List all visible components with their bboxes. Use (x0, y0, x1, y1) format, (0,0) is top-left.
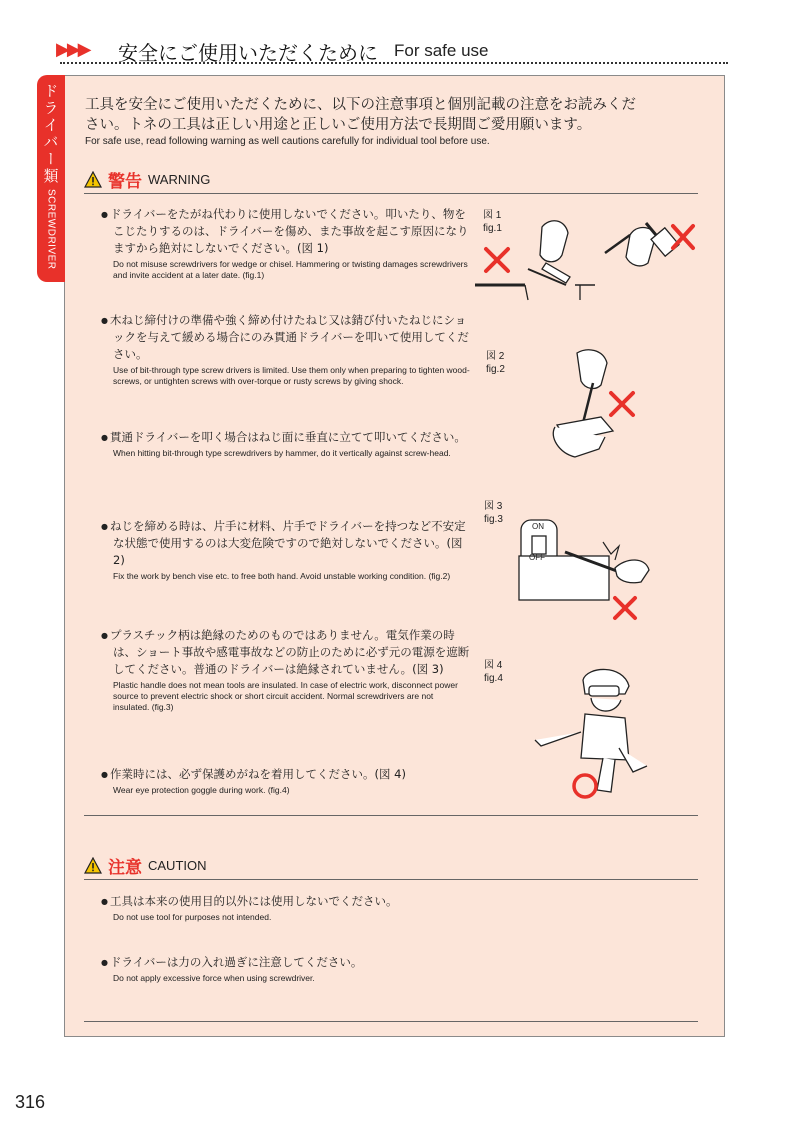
warning-end-divider (84, 815, 698, 816)
warning-item (101, 206, 471, 281)
warning-item (101, 627, 471, 713)
header-arrows: ▶▶▶ (56, 39, 89, 60)
figure-4-label-en: fig.4 (484, 673, 503, 684)
caution-item-text: ● ドライバーは力の入れ過ぎに注意してください。 (101, 954, 661, 971)
page-title: 安全にご使用いただくために (118, 41, 378, 65)
warning-item-text-en: Do not misuse screwdrivers for wedge or chisel. Hammering or twisting damages screwdrivers and invite accident at a later date. (fig.1) (113, 259, 468, 280)
figure-1-label-jp: 図 1 (483, 210, 502, 221)
category-tab[interactable] (37, 75, 65, 282)
warning-item-text: ● 貫通ドライバーを叩く場合はねじ面に垂直に立てて叩いてください。 (101, 429, 471, 446)
warning-item-text: ● プラスチック柄は絶縁のためのものではありません。電気作業の時は、ショート事故や感電事故などの防止のために必ず元の電源を遮断してください。普通のドライバーは絶縁されていません。(図 3) (101, 627, 471, 678)
figure-3-label (484, 500, 503, 526)
caution-end-divider (84, 1021, 698, 1022)
intro-text (85, 95, 705, 135)
category-tab-label: ドライバー類 (41, 83, 60, 185)
caution-divider (84, 879, 698, 880)
figure-1-illustration (470, 205, 705, 305)
warning-item-text-en: When hitting bit-through type screwdrivers by hammer, do it vertically against screw-head. (113, 448, 451, 458)
caution-item (101, 954, 661, 984)
caution-triangle-icon (84, 857, 102, 874)
intro-line-1: 工具を安全にご使用いただくために、以下の注意事項と個別記載の注意をお読みくだ (85, 97, 636, 113)
warning-divider (84, 193, 698, 194)
header-divider (60, 62, 728, 64)
switch-on-label: ON (532, 522, 544, 531)
warning-title-en: WARNING (148, 172, 211, 187)
warning-item (101, 312, 471, 387)
figure-1-label-en: fig.1 (483, 223, 502, 234)
figure-3-label-en: fig.3 (484, 514, 503, 525)
figure-3-illustration (515, 512, 665, 624)
figure-2-label (486, 350, 505, 376)
warning-title: 警告 (108, 172, 142, 192)
warning-triangle-icon (84, 171, 102, 188)
warning-heading (84, 167, 210, 192)
warning-item-text: ● 木ねじ締付けの準備や強く締め付けたねじ又は錆び付いたねじにショックを与えて緩める場合にのみ貫通ドライバーを叩いて使用してください。 (101, 312, 471, 363)
page-subtitle: For safe use (394, 41, 489, 60)
warning-item-text: ● 作業時には、必ず保護めがねを着用してください。(図 4) (101, 766, 471, 783)
figure-2-label-en: fig.2 (486, 364, 505, 375)
figure-3-label-jp: 図 3 (484, 501, 503, 512)
figure-2-illustration (545, 345, 655, 470)
warning-item-text-en: Wear eye protection goggle during work. (fig.4) (113, 785, 290, 795)
figure-2-label-jp: 図 2 (486, 351, 505, 362)
caution-item-text-en: Do not use tool for purposes not intended. (113, 912, 272, 922)
caution-item (101, 893, 661, 923)
warning-item (101, 518, 471, 582)
switch-off-label: OFF (529, 553, 545, 562)
figure-4-label (484, 659, 503, 685)
warning-item-text: ● ねじを締める時は、片手に材料、片手でドライバーを持つなど不安定な状態で使用するのは大変危険ですので絶対しないでください。(図 2) (101, 518, 471, 569)
caution-item-text-en: Do not apply excessive force when using screwdriver. (113, 973, 315, 983)
warning-item (101, 429, 471, 459)
category-tab-label-en: SCREWDRIVER (45, 189, 57, 270)
caution-title: 注意 (108, 858, 142, 878)
caution-title-en: CAUTION (148, 858, 207, 873)
warning-item-text-en: Use of bit-through type screw drivers is limited. Use them only when preparing to tighten wood-screws, or untighten screws with over-torque or rusty screws by giving shock. (113, 365, 470, 386)
warning-item (101, 766, 471, 796)
intro-text-en: For safe use, read following warning as well cautions carefully for individual tool before use. (85, 136, 490, 147)
warning-item-text-en: Plastic handle does not mean tools are insulated. In case of electric work, disconnect power source to prevent electric shock or short circuit accident. Normal screwdrivers are not insulated. (fig.3) (113, 680, 458, 712)
figure-4-illustration (515, 662, 665, 802)
page-number: 316 (15, 1092, 46, 1112)
figure-4-label-jp: 図 4 (484, 660, 503, 671)
intro-line-2: さい。トネの工具は正しい用途と正しいご使用方法で長期間ご愛用願います。 (85, 117, 592, 133)
correct-mark (574, 775, 596, 797)
caution-heading (84, 853, 207, 878)
warning-item-text: ● ドライバーをたがね代わりに使用しないでください。叩いたり、物をこじたりするのは、ドライバーを傷め、また事故を起こす原因になりますから絶対にしないでください。(図 1) (101, 206, 471, 257)
caution-item-text: ● 工具は本来の使用目的以外には使用しないでください。 (101, 893, 661, 910)
warning-item-text-en: Fix the work by bench vise etc. to free both hand. Avoid unstable working condition. (fig.2) (113, 571, 451, 581)
